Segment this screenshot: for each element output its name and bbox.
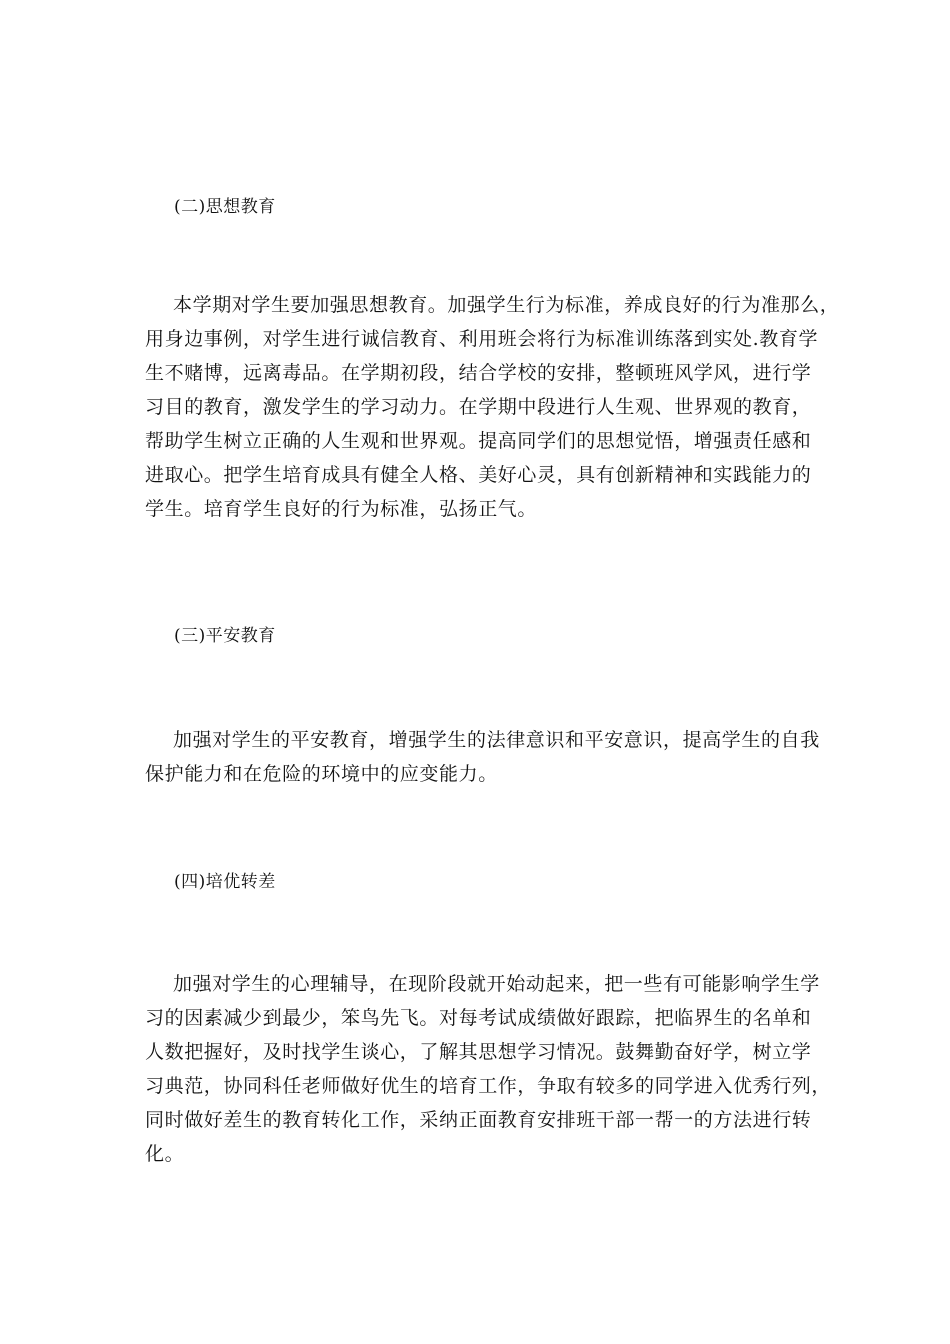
paragraph-line: 帮助学生树立正确的人生观和世界观。提高同学们的思想觉悟，增强责任感和 xyxy=(145,430,812,452)
paragraph-line: 化。 xyxy=(145,1143,185,1165)
paragraph-line: 保护能力和在危险的环境中的应变能力。 xyxy=(145,763,498,785)
paragraph-line: 学生。培育学生良好的行为标准，弘扬正气。 xyxy=(145,498,538,520)
paragraph-line: 生不赌博，远离毒品。在学期初段，结合学校的安排，整顿班风学风，进行学 xyxy=(145,362,812,384)
paragraph-line: 进取心。把学生培育成具有健全人格、美好心灵，具有创新精神和实践能力的 xyxy=(145,464,812,486)
section-paragraph-thought-education xyxy=(145,288,840,526)
paragraph-line: 加强对学生的平安教育，增强学生的法律意识和平安意识，提高学生的自我 xyxy=(173,729,820,751)
section-heading-safety-education: (三)平安教育 xyxy=(174,626,276,646)
paragraph-line: 加强对学生的心理辅导，在现阶段就开始动起来，把一些有可能影响学生学 xyxy=(173,973,820,995)
section-heading-thought-education: (二)思想教育 xyxy=(174,197,276,217)
paragraph-line: 人数把握好，及时找学生谈心，了解其思想学习情况。鼓舞勤奋好学，树立学 xyxy=(145,1041,812,1063)
paragraph-line: 同时做好差生的教育转化工作，采纳正面教育安排班干部一帮一的方法进行转 xyxy=(145,1109,812,1131)
paragraph-line: 习目的教育，激发学生的学习动力。在学期中段进行人生观、世界观的教育， xyxy=(145,396,812,418)
paragraph-line: 习的因素减少到最少，笨鸟先飞。对每考试成绩做好跟踪，把临界生的名单和 xyxy=(145,1007,812,1029)
section-paragraph-cultivate-excellence xyxy=(145,967,832,1171)
section-paragraph-safety-education xyxy=(145,723,820,791)
section-heading-cultivate-excellence: (四)培优转差 xyxy=(174,872,276,892)
paragraph-line: 习典范，协同科任老师做好优生的培育工作，争取有较多的同学进入优秀行列， xyxy=(145,1075,832,1097)
paragraph-line: 本学期对学生要加强思想教育。加强学生行为标准，养成良好的行为准那么， xyxy=(173,294,840,316)
paragraph-line: 用身边事例，对学生进行诚信教育、利用班会将行为标准训练落到实处.教育学 xyxy=(145,328,819,350)
